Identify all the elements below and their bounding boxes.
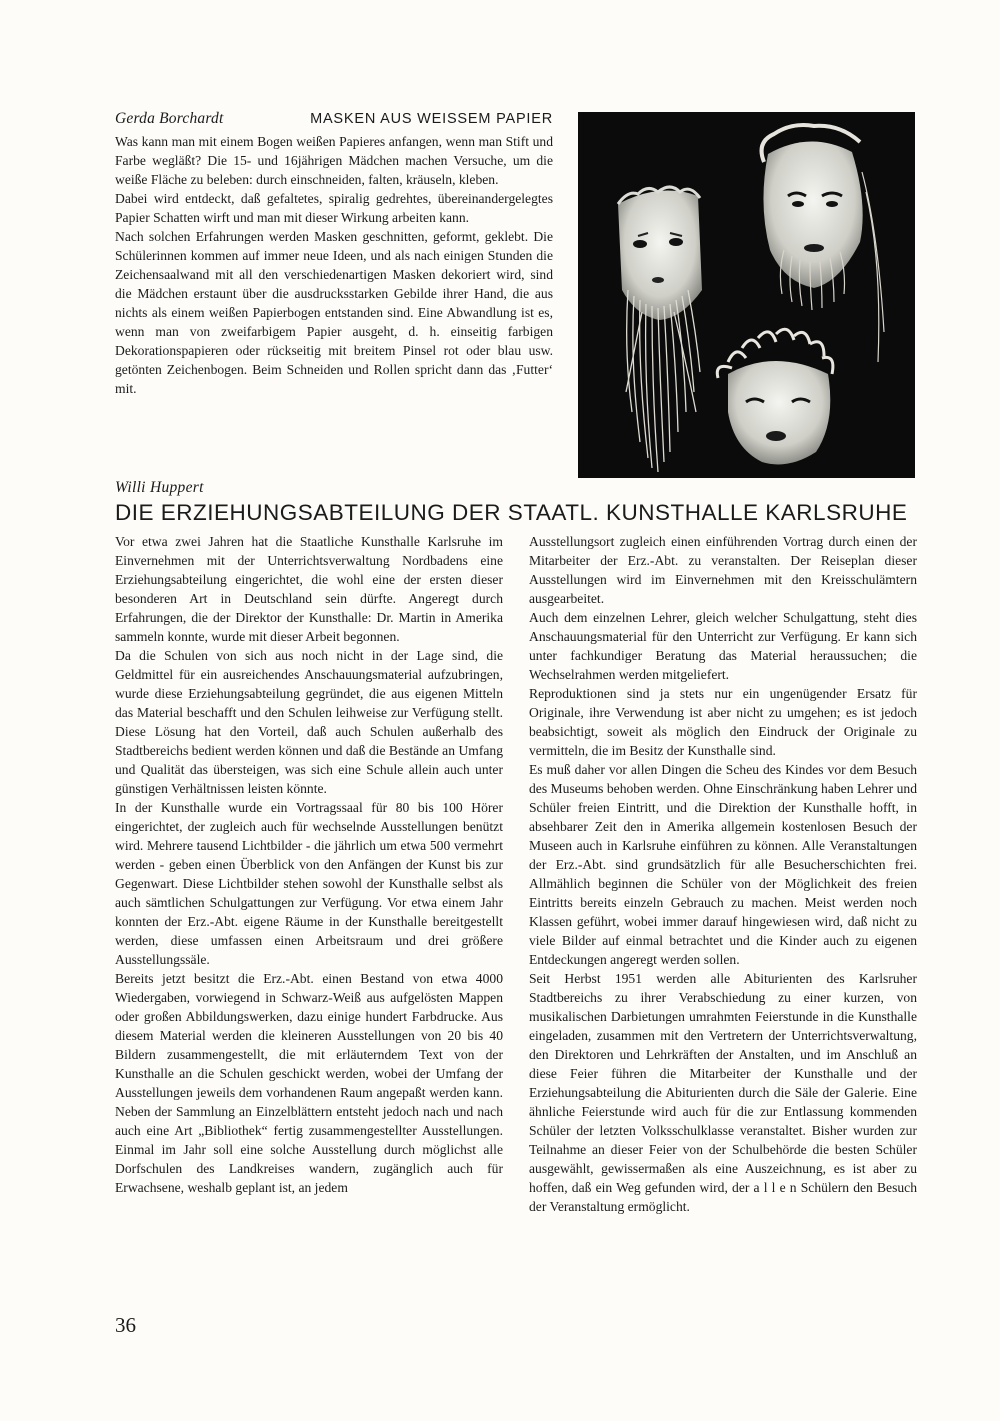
article-masken-body	[115, 132, 553, 398]
paragraph: Vor etwa zwei Jahren hat die Staatliche Kunsthalle Karlsruhe im Einvernehmen mit der Unterrichtsverwaltung Nordbadens eine Erziehungsabteilung eingerichtet, die wohl eine der ersten dieser besonderen Art in Deutschland sein dürfte. Angeregt durch Erfahrungen, die der Direktor der Kunsthalle: Dr. Martin in Amerika sammeln konnte, wurde mit dieser Arbeit begonnen.	[115, 534, 503, 644]
paragraph: Da die Schulen von sich aus noch nicht in der Lage sind, die Geldmittel für ein ausreichendes Anschauungsmaterial aufzubringen, wurde diese Erziehungsabteilung gegründet, die aus eigenen Mitteln das Material beschafft und den Schulen leihweise zur Verfügung stellt. Diese Lösung hat den Vorteil, daß auch Schulen außerhalb des Stadtbereichs bedient werden können und daß die Bestände an Umfang und Qualität das übersteigen, was sich eine Schule allein auch unter günstigen Verhältnissen leisten könnte.	[115, 648, 503, 796]
article-masken	[115, 110, 553, 398]
author-willi-huppert: Willi Huppert	[115, 479, 204, 496]
article-title-masken: MASKEN AUS WEISSEM PAPIER	[310, 111, 553, 127]
paragraph: Auch dem einzelnen Lehrer, gleich welcher Schulgattung, steht dies Anschauungsmaterial für den Unterricht zur Verfügung. Er kann sich unter fachkundiger Beratung das Material heraussuchen; die Wechselrahmen werden mitgeliefert.	[529, 610, 917, 682]
paragraph: In der Kunsthalle wurde ein Vortragssaal für 80 bis 100 Hörer eingerichtet, der zugleich auch für wechselnde Ausstellungen benützt wird. Mehrere tausend Lichtbilder - die jährlich um etwa 500 vermehrt werden - geben einen Überblick von den Anfängen der Kunst bis zur Gegenwart. Diese Lichtbilder stehen sowohl der Kunsthalle selbst als auch sämtlichen Schulgattungen zur Verfügung. Vor etwa einem Jahr konnten der Erz.-Abt. eigene Räume in der Kunsthalle bereitgestellt werden, diese umfassen einen Arbeitsraum und drei größere Ausstellungssäle.	[115, 800, 503, 967]
article-masken-header	[115, 110, 553, 128]
paragraph: Reproduktionen sind ja stets nur ein ungenügender Ersatz für Originale, ihre Verwendung ist aber nicht zu umgehen; es ist jedoch beabsichtigt, soweit als möglich den Eindruck der Originale zu vermitteln, die im Besitz der Kunsthalle sind.	[529, 686, 917, 758]
paragraph: Nach solchen Erfahrungen werden Masken geschnitten, geformt, geklebt. Die Schülerinnen kommen auf immer neue Ideen, und als nach einigen Stunden die Zeichensaalwand mit all den verschiedenartigen Masken dekoriert wird, sind die Mädchen erstaunt über die ausdrucksstarken Gebilde ihrer Hand, die aus nichts als einem weißen Papierbogen entstanden sind. Eine Abwandlung ist es, wenn man von zweifarbigem Papier ausgeht, d. h. einseitig farbigen Dekorationspapieren oder rückseitig mit breitem Pinsel rot oder blau usw. getönten Zeichenbogen. Beim Schneiden und Rollen spricht dann das ‚Futter‘ mit.	[115, 229, 553, 396]
paragraph: Seit Herbst 1951 werden alle Abiturienten des Karlsruher Stadtbereichs zu ihrer Verabschiedung zu einer kurzen, von musikalischen Darbietungen umrahmten Feierstunde in die Kunsthalle eingeladen, zusammen mit den Vertretern der Unterrichtsverwaltung, den Direktoren und Lehrkräften der Anstalten, und im Anschluß an diese Feier führen die Mitarbeiter der Kunsthalle und der Erziehungsabteilung die Abiturienten durch die Säle der Galerie. Eine ähnliche Feierstunde wird auch für die zur Entlassung kommenden Schüler der letzten Volksschulklasse veranstaltet. Bisher wurden zur Teilnahme an dieser Feier von der Schulbehörde die besten Schüler ausgewählt, gewissermaßen als eine Auszeichnung, es ist aber zu hoffen, daß ein Weg gefunden wird, der a l l e n Schülern den Besuch der Veranstaltung ermöglicht.	[529, 971, 917, 1214]
article-column-left	[115, 532, 503, 1197]
paper-masks-photo	[578, 112, 915, 478]
page-number: 36	[115, 1313, 136, 1337]
paragraph: Es muß daher vor allen Dingen die Scheu des Kindes vor dem Besuch des Museums behoben werden. Ohne Einschränkung haben Lehrer und Schüler freien Eintritt, und die Direktion der Kunsthalle hofft, in absehbarer Zeit den in Amerika allgemein kostenlosen Besuch der Museen auch in Karlsruhe einführen zu können. Alle Veranstaltungen der Erz.-Abt. sind grundsätzlich für alle Besucherschichten frei. Allmählich beginnen die Schüler von der Möglichkeit des freien Eintritts bereits einzeln Gebrauch zu machen. Meist werden noch Klassen geführt, wobei immer darauf hingewiesen wird, daß nicht zu viele Bilder auf einmal betrachtet und die Kinder auch zu eigenen Entdeckungen angeregt werden sollen.	[529, 762, 917, 967]
paragraph: Ausstellungsort zugleich einen einführenden Vortrag durch einen der Mitarbeiter der Erz.-Abt. zu veranstalten. Der Reiseplan dieser Ausstellungen wird im Einvernehmen mit den Kreisschulämtern ausgearbeitet.	[529, 534, 917, 606]
paragraph: Dabei wird entdeckt, daß gefaltetes, spiralig gedrehtes, übereinandergelegtes Papier Schatten wirft und man mit dieser Wirkung arbeiten kann.	[115, 191, 553, 225]
article-title-erziehungsabteilung: DIE ERZIEHUNGSABTEILUNG DER STAATL. KUNSTHALLE KARLSRUHE	[115, 500, 908, 525]
paper-masks-illustration	[578, 112, 915, 478]
paragraph: Bereits jetzt besitzt die Erz.-Abt. einen Bestand von etwa 4000 Wiedergaben, vorwiegend in Schwarz-Weiß aus aufgelösten Mappen oder großen Abbildungswerken, dazu einige hundert Farbdrucke. Aus diesem Material werden die kleineren Ausstellungen von 20 bis 40 Bildern zusammengestellt, die mit erläuterndem Text von der Kunsthalle an die Schulen geschickt werden, wobei der Umfang der Ausstellungen jeweils dem vorhandenen Raum angepaßt werden kann. Neben der Sammlung an Einzelblättern entsteht jedoch nach und nach auch eine Art „Bibliothek“ fertig zusammengestellter Ausstellungen. Einmal im Jahr soll eine solche Ausstellung durch möglichst alle Dorfschulen des Landkreises wandern, zugänglich auch für Erwachsene, weshalb geplant ist, an jedem	[115, 971, 503, 1195]
author-gerda-borchardt: Gerda Borchardt	[115, 110, 224, 127]
article-column-right	[529, 532, 917, 1216]
paragraph: Was kann man mit einem Bogen weißen Papieres anfangen, wenn man Stift und Farbe wegläßt? Die 15- und 16jährigen Mädchen machen Versuche, um die weiße Fläche zu beleben: durch einschneiden, falten, kräuseln, kleben.	[115, 134, 553, 187]
